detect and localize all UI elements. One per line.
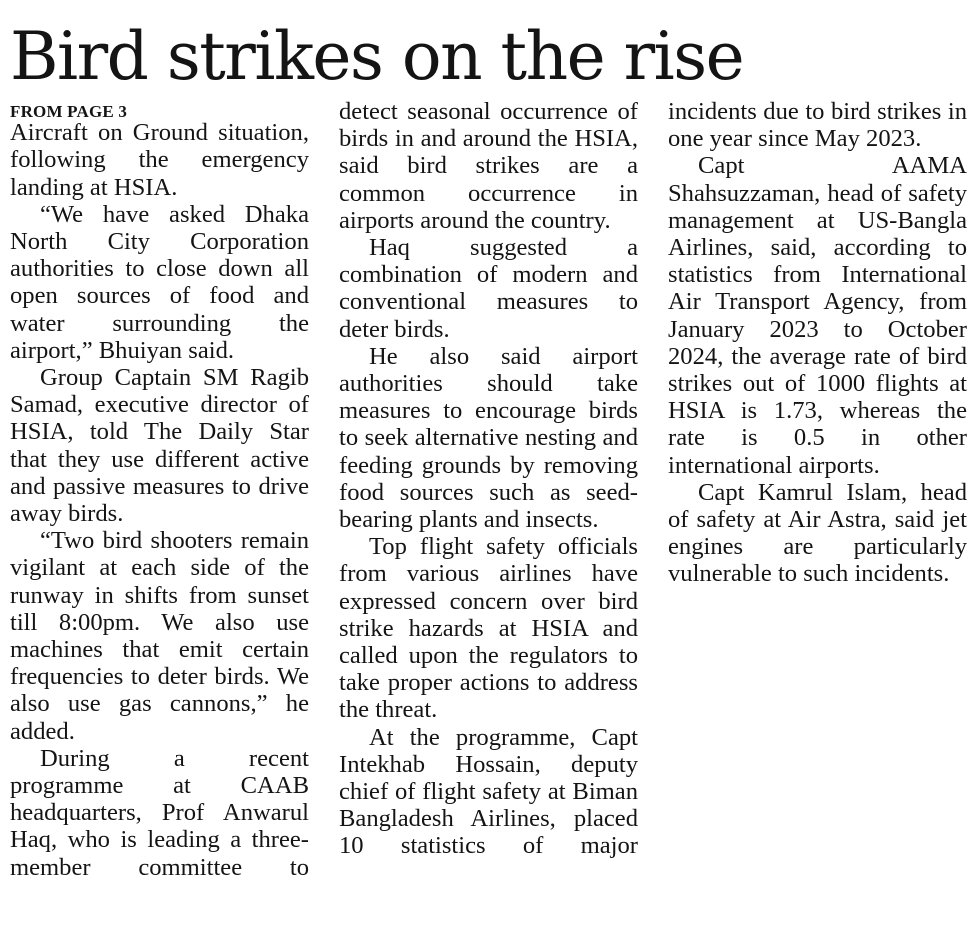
paragraph: detect seasonal occurrence of birds in and around the HSIA, said bird strikes are a common occurrence in airports around the country.	[339, 98, 638, 234]
paragraph: He also said airport authorities should take measures to encourage birds to seek alternative nesting and feeding grounds by removing food sources such as seed-bearing plants and insects.	[339, 342, 638, 534]
paragraph: Group Captain SM Ragib Samad, executive director of HSIA, told The Daily Star that they use different active and passive measures to drive away birds.	[10, 364, 309, 528]
paragraph: Capt Kamrul Islam, head of safety at Air Astra, said jet engines are particularly vulnerable to such incidents.	[668, 478, 967, 588]
article-column-3	[668, 98, 967, 588]
kicker-label: FROM PAGE 3	[10, 102, 128, 121]
paragraph: Aircraft on Ground situation, following the emergency landing at HSIA.	[10, 119, 309, 201]
paragraph: incidents due to bird strikes in one year since May 2023.	[668, 98, 967, 153]
paragraph: Capt AAMA Shahsuzzaman, head of safety management at US-Bangla Airlines, said, according to statistics from International Air Transport Agency, from January 2023 to October 2024, the average rate of bird strikes out of 1000 flights at HSIA is 1.73, whereas the rate is 0.5 in other international airports.	[668, 152, 967, 479]
headline: Bird strikes on the rise	[10, 18, 744, 95]
paragraph: During a recent programme at CAAB headquarters, Prof Anwarul Haq, who is leading a three-member committee to	[10, 744, 309, 881]
paragraph: At the programme, Capt Intekhab Hossain, deputy chief of flight safety at Biman Bangladesh Airlines, placed 10 statistics of major	[339, 723, 638, 860]
article-column-2	[339, 98, 638, 860]
article-column-1	[10, 98, 309, 881]
paragraph: Haq suggested a combination of modern and conventional measures to deter birds.	[339, 234, 638, 343]
paragraph: “We have asked Dhaka North City Corporation authorities to close down all open sources of food and water surrounding the airport,” Bhuiyan said.	[10, 200, 309, 364]
paragraph: Top flight safety officials from various airlines have expressed concern over bird strike hazards at HSIA and called upon the regulators to take proper actions to address the threat.	[339, 533, 638, 724]
paragraph: “Two bird shooters remain vigilant at each side of the runway in shifts from sunset till 8:00pm. We also use machines that emit certain frequencies to deter birds. We also use gas cannons,” he added.	[10, 527, 309, 745]
